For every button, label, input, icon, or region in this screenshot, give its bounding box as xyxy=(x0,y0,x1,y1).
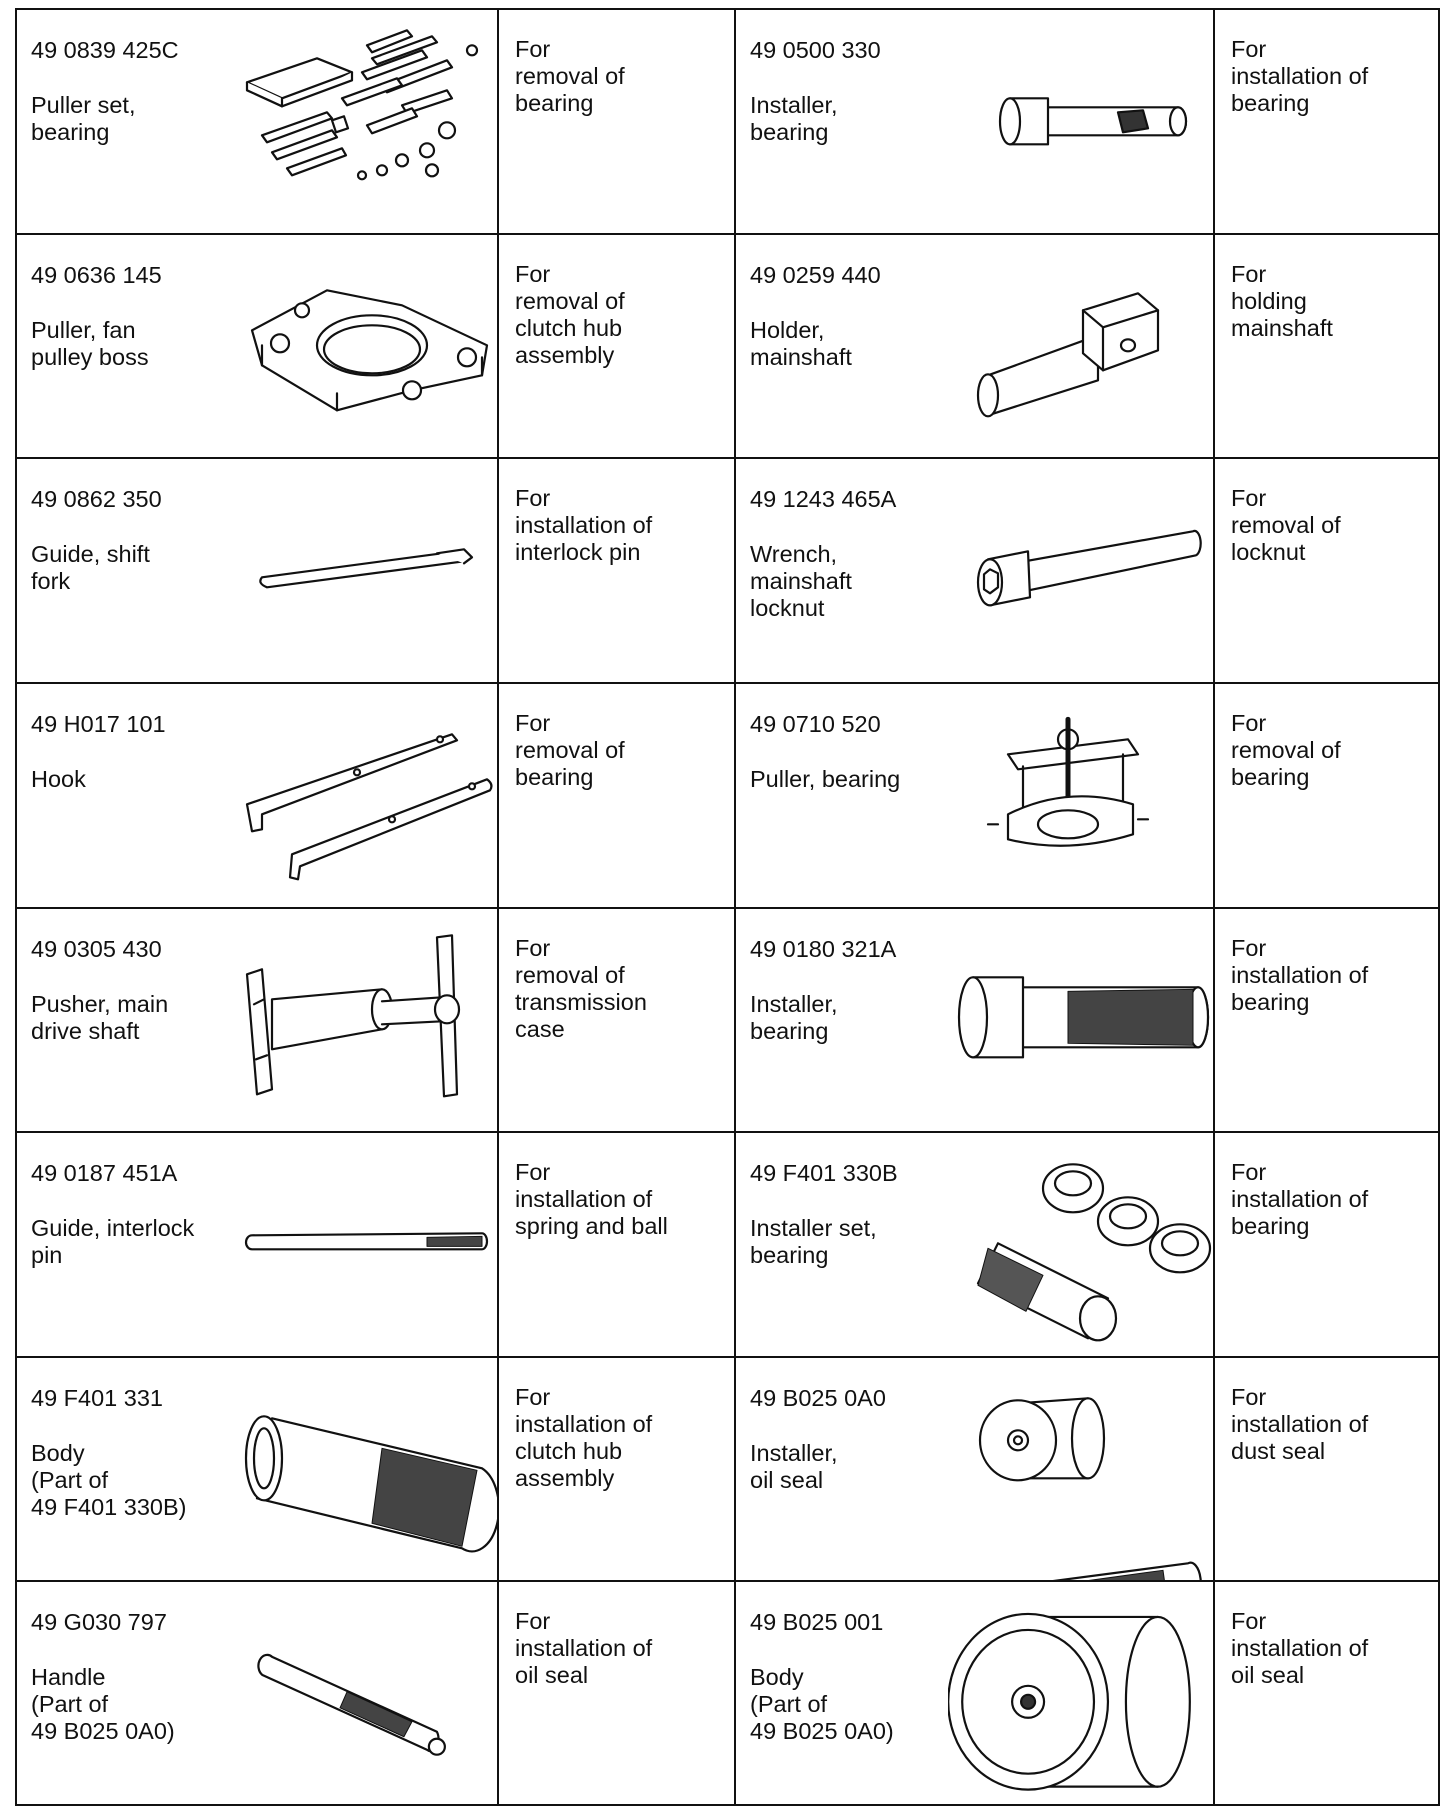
tool-name: Body (Part of 49 B025 0A0) xyxy=(750,1664,894,1745)
tool-text xyxy=(750,486,955,622)
tool-cell xyxy=(16,9,498,234)
tool-cell xyxy=(735,683,1214,908)
tool-purpose-cell xyxy=(1214,1357,1439,1582)
tool-purpose-cell xyxy=(498,9,735,234)
tool-text xyxy=(31,711,236,793)
tool-name: Puller set, bearing xyxy=(31,92,136,145)
table-row xyxy=(16,458,1439,683)
tool-purpose: For installation of interlock pin xyxy=(515,485,653,566)
shift-fork-guide-icon xyxy=(232,459,497,682)
tool-cell xyxy=(735,234,1214,459)
tool-text xyxy=(31,1609,236,1745)
handle-icon xyxy=(232,1582,497,1804)
part-number: 49 0710 520 xyxy=(750,710,881,737)
tool-purpose: For installation of clutch hub assembly xyxy=(515,1383,653,1491)
tool-text xyxy=(31,486,236,595)
pusher-icon xyxy=(232,909,497,1132)
tool-text xyxy=(31,37,236,146)
part-number: 49 0636 145 xyxy=(31,261,162,288)
part-number: 49 0862 350 xyxy=(31,486,162,513)
tool-purpose-cell xyxy=(1214,9,1439,234)
tool-text xyxy=(750,936,955,1045)
knurled-installer-icon xyxy=(948,909,1213,1132)
tool-purpose: For removal of bearing xyxy=(515,36,625,116)
tool-purpose-cell xyxy=(498,683,735,908)
tool-purpose: For removal of transmission case xyxy=(515,934,647,1042)
part-number: 49 0305 430 xyxy=(31,935,162,962)
part-number: 49 F401 330B xyxy=(750,1160,898,1187)
tool-purpose: For removal of bearing xyxy=(515,709,625,790)
part-number: 49 0180 321A xyxy=(750,935,897,962)
tool-name: Wrench, mainshaft locknut xyxy=(750,541,852,622)
tool-purpose: For removal of locknut xyxy=(1231,485,1341,566)
tool-text xyxy=(750,1385,955,1494)
tool-cell xyxy=(735,1581,1214,1805)
tool-name: Installer, oil seal xyxy=(750,1439,838,1493)
tool-purpose: For installation of oil seal xyxy=(1231,1608,1369,1689)
tool-cell xyxy=(735,1132,1214,1357)
part-number: 49 G030 797 xyxy=(31,1609,167,1636)
tool-purpose-cell xyxy=(498,1132,735,1357)
tool-cell xyxy=(16,458,498,683)
tool-text xyxy=(31,936,236,1045)
tools-table-body xyxy=(16,9,1439,1805)
tool-cell xyxy=(735,9,1214,234)
tool-purpose-cell xyxy=(1214,683,1439,908)
tool-name: Installer, bearing xyxy=(750,990,838,1044)
mainshaft-holder-icon xyxy=(948,235,1213,458)
part-number: 49 0839 425C xyxy=(31,37,179,63)
tool-purpose-cell xyxy=(498,458,735,683)
tool-purpose-cell xyxy=(1214,458,1439,683)
tool-cell xyxy=(16,1357,498,1582)
tool-name: Guide, shift fork xyxy=(31,541,150,595)
tool-name: Puller, bearing xyxy=(750,765,901,792)
tool-text xyxy=(750,711,955,793)
tool-purpose: For installation of bearing xyxy=(1231,36,1369,116)
body-tube-icon xyxy=(232,1358,497,1581)
table-row xyxy=(16,9,1439,234)
tool-cell xyxy=(16,234,498,459)
tool-purpose: For removal of bearing xyxy=(1231,709,1341,790)
tool-text xyxy=(750,262,955,371)
tool-name: Handle (Part of 49 B025 0A0) xyxy=(31,1664,175,1745)
hook-icon xyxy=(232,684,497,907)
tool-cell xyxy=(735,458,1214,683)
locknut-wrench-icon xyxy=(948,459,1213,682)
tool-cell xyxy=(16,1581,498,1805)
tool-text xyxy=(31,1160,236,1269)
tool-purpose: For installation of oil seal xyxy=(515,1608,653,1689)
tool-purpose: For installation of bearing xyxy=(1231,1159,1369,1240)
part-number: 49 1243 465A xyxy=(750,486,897,513)
table-row xyxy=(16,1357,1439,1582)
part-number: 49 B025 0A0 xyxy=(750,1384,886,1411)
installer-set-icon xyxy=(948,1133,1213,1356)
tool-text xyxy=(31,1385,236,1521)
tool-purpose: For installation of bearing xyxy=(1231,934,1369,1015)
special-tools-table xyxy=(15,8,1440,1806)
tool-name: Puller, fan pulley boss xyxy=(31,316,149,370)
tool-cell xyxy=(16,908,498,1133)
tool-purpose-cell xyxy=(1214,1132,1439,1357)
fan-pulley-puller-icon xyxy=(232,235,497,458)
tool-name: Pusher, main drive shaft xyxy=(31,990,169,1044)
tool-purpose-cell xyxy=(1214,234,1439,459)
part-number: 49 B025 001 xyxy=(750,1609,884,1636)
part-number: 49 0259 440 xyxy=(750,261,881,288)
tool-name: Body (Part of 49 F401 330B) xyxy=(31,1439,187,1520)
tool-text xyxy=(750,1160,955,1269)
tool-name: Installer set, bearing xyxy=(750,1215,877,1269)
interlock-pin-guide-icon xyxy=(232,1133,497,1356)
tool-purpose-cell xyxy=(498,1357,735,1582)
tool-purpose-cell xyxy=(498,908,735,1133)
bearing-puller-icon xyxy=(948,684,1213,907)
tool-name: Installer, bearing xyxy=(750,92,838,145)
tool-purpose-cell xyxy=(498,234,735,459)
tool-cell xyxy=(16,683,498,908)
tool-text xyxy=(750,37,955,146)
tool-purpose: For removal of clutch hub assembly xyxy=(515,260,625,368)
tool-purpose-cell xyxy=(1214,908,1439,1133)
tool-name: Holder, mainshaft xyxy=(750,316,852,370)
tool-name: Guide, interlock pin xyxy=(31,1215,195,1269)
part-number: 49 0187 451A xyxy=(31,1160,178,1187)
table-row xyxy=(16,234,1439,459)
table-row xyxy=(16,683,1439,908)
tool-purpose: For installation of spring and ball xyxy=(515,1159,668,1240)
tool-cell xyxy=(735,908,1214,1133)
puller-set-icon xyxy=(232,10,497,233)
tool-purpose: For holding mainshaft xyxy=(1231,260,1333,341)
part-number: 49 H017 101 xyxy=(31,710,166,737)
tool-text xyxy=(750,1609,955,1745)
tool-cell xyxy=(16,1132,498,1357)
tool-purpose: For installation of dust seal xyxy=(1231,1383,1369,1464)
table-row xyxy=(16,908,1439,1133)
oil-seal-installer-icon xyxy=(948,1358,1213,1581)
tool-text xyxy=(31,262,236,371)
table-row xyxy=(16,1581,1439,1805)
tool-name: Hook xyxy=(31,765,86,792)
tool-cell xyxy=(735,1357,1214,1582)
installer-icon xyxy=(948,10,1213,233)
part-number: 49 0500 330 xyxy=(750,37,881,63)
tool-purpose-cell xyxy=(498,1581,735,1805)
seal-body-icon xyxy=(948,1582,1213,1804)
part-number: 49 F401 331 xyxy=(31,1384,163,1411)
tool-purpose-cell xyxy=(1214,1581,1439,1805)
table-row xyxy=(16,1132,1439,1357)
